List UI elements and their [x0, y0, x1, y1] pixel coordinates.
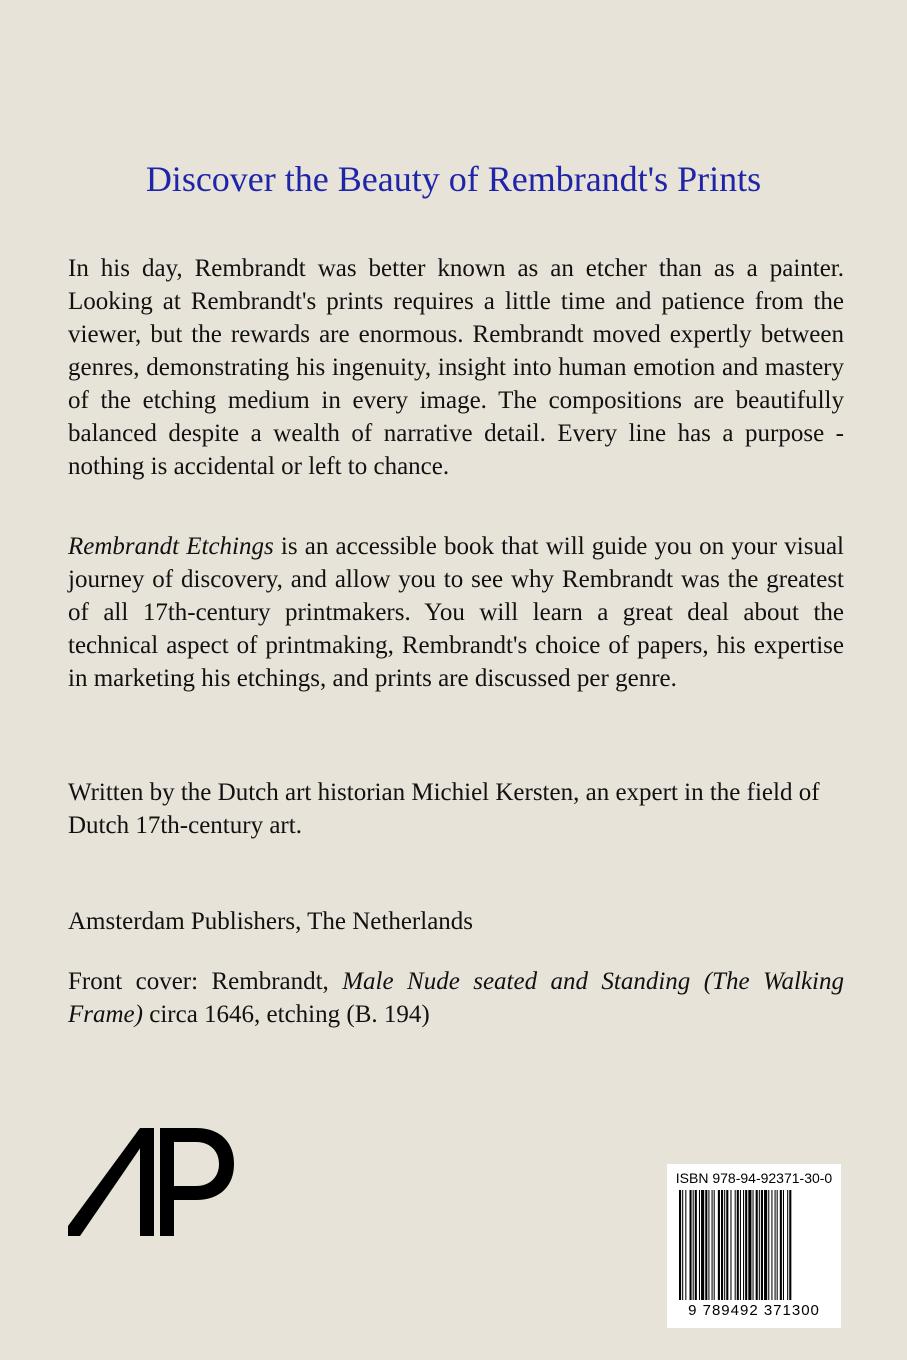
barcode-bar: [771, 1190, 772, 1300]
barcode-bar: [740, 1190, 741, 1300]
barcode-bar: [775, 1190, 776, 1300]
barcode-bar: [735, 1190, 736, 1300]
barcode-bar: [699, 1190, 700, 1300]
barcode-bar: [745, 1190, 747, 1300]
artwork-title: Male Nude seated and Standing (The Walking Frame): [68, 968, 844, 1028]
isbn-label: ISBN 978-94-92371-30-0: [675, 1170, 833, 1186]
barcode-bar: [753, 1190, 754, 1300]
barcode-bars: [677, 1190, 837, 1300]
barcode-bar: [789, 1190, 791, 1300]
publisher-line: Amsterdam Publishers, The Netherlands: [68, 908, 474, 935]
barcode-bar: [712, 1190, 713, 1300]
barcode-bar: [726, 1190, 728, 1300]
barcode-bar: [783, 1190, 784, 1300]
isbn-barcode: [667, 1164, 841, 1328]
barcode-bar: [761, 1190, 763, 1300]
page-title: Discover the Beauty of Rembrandt's Prints: [145, 159, 762, 199]
barcode-digits: 9 789492 371300: [688, 1302, 820, 1319]
barcode-bar: [737, 1190, 739, 1300]
barcode-bar: [756, 1190, 758, 1300]
book-title: Rembrandt Etchings: [68, 533, 274, 560]
barcode-bar: [768, 1190, 769, 1300]
barcode-bar: [777, 1190, 778, 1300]
barcode-bar: [685, 1190, 686, 1300]
barcode-bar: [690, 1190, 692, 1300]
description-paragraph-2-text: is an accessible book that will guide you on your visual journey of discovery, and allow you to see why Rembrandt was the greatest of all 17th-century printmakers. You will learn a great deal about the technical aspect of printmaking, Rembrandt's choice of papers, his expertise in marketing his etchings, and prints are discussed per genre.: [68, 533, 844, 692]
barcode-bar: [695, 1190, 697, 1300]
barcode-bar: [748, 1190, 751, 1300]
front-cover-prefix: Front cover: Rembrandt,: [68, 968, 343, 995]
barcode-bar: [721, 1190, 723, 1300]
description-paragraph-2: [68, 530, 844, 695]
barcode-bar: [780, 1190, 782, 1300]
barcode-bar: [730, 1190, 731, 1300]
barcode-bar: [708, 1190, 709, 1300]
barcode-bar: [679, 1190, 681, 1300]
barcode-bar: [701, 1190, 704, 1300]
barcode-bar: [743, 1190, 744, 1300]
barcode-bar: [682, 1190, 683, 1300]
barcode-bar: [764, 1190, 767, 1300]
barcode-bar: [718, 1190, 720, 1300]
description-paragraph-1: In his day, Rembrandt was better known as an etcher than as a painter. Looking at Rembrandt's prints requires a little time and patience from the viewer, but the rewards are enormous. Rembrandt moved expertly between genres, demonstrating his ingenuity, insight into human emotion and mastery of the etching medium in every image. The compositions are beautifully balanced despite a wealth of narrative detail. Every line has a purpose - nothing is accidental or left to chance.: [68, 255, 844, 480]
front-cover-suffix: circa 1646, etching (B. 194): [142, 1001, 430, 1028]
author-paragraph: Written by the Dutch art historian Michiel Kersten, an expert in the field of Dutch 17th-century art.: [68, 779, 820, 839]
barcode-bar: [724, 1190, 725, 1300]
barcode-bar: [705, 1190, 707, 1300]
barcode-bar: [759, 1190, 760, 1300]
barcode-bar: [693, 1190, 694, 1300]
barcode-bar: [787, 1190, 788, 1300]
barcode-bar: [714, 1190, 715, 1300]
front-cover-credit: [68, 965, 844, 1031]
ap-logo-icon: [68, 1126, 236, 1238]
